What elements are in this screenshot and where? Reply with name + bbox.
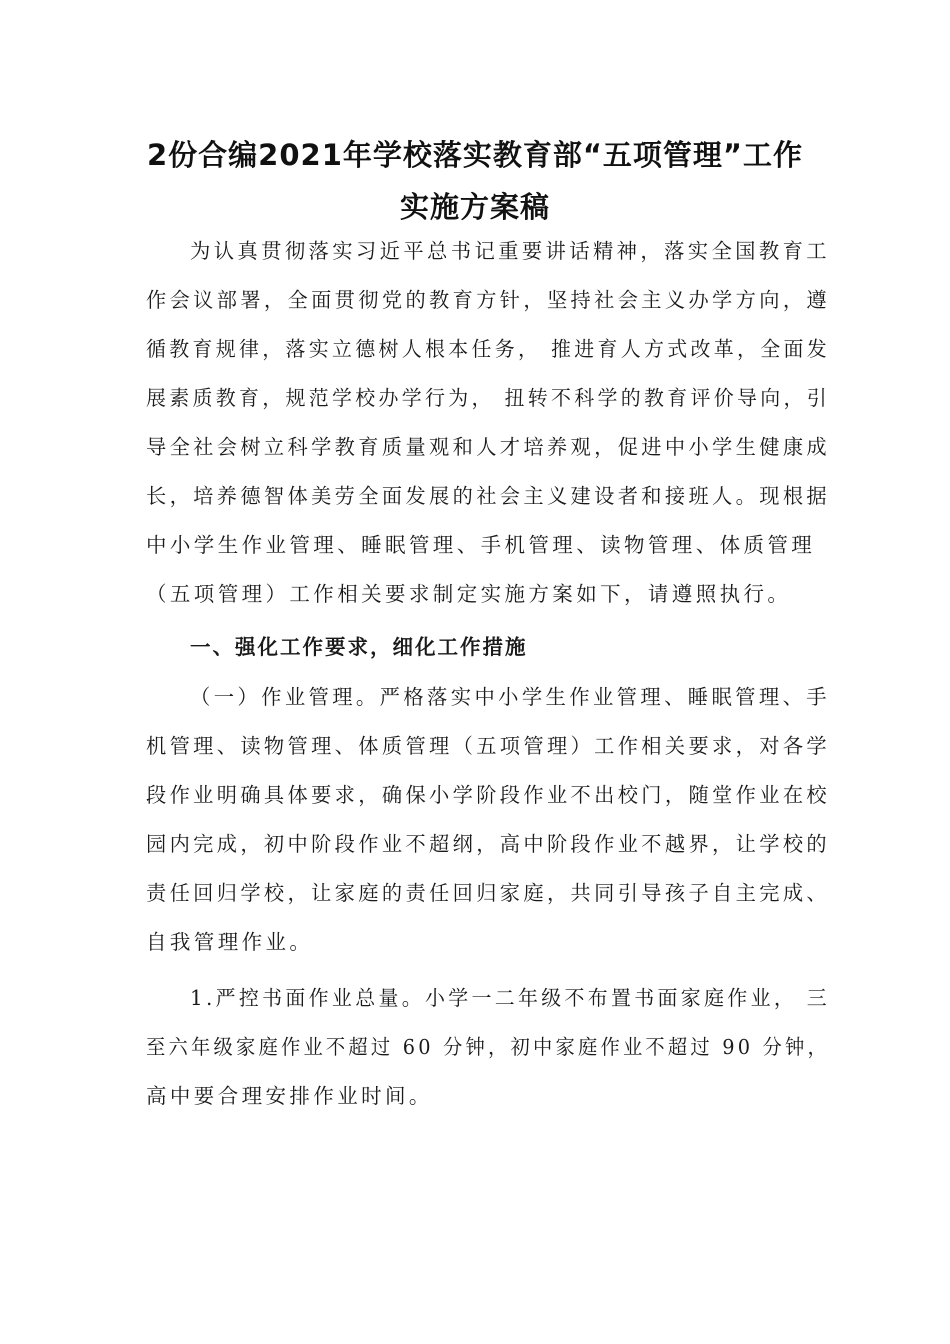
subsection-line: 园内完成，初中阶段作业不超纲，高中阶段作业不越界，让学校的	[146, 832, 830, 856]
subsection-line: 机管理、读物管理、体质管理（五项管理）工作相关要求，对各学	[146, 734, 830, 758]
item-line: 高中要合理安排作业时间。	[146, 1084, 433, 1108]
intro-line: 作会议部署，全面贯彻党的教育方针，坚持社会主义办学方向，遵	[146, 288, 830, 312]
item-line: 1.严控书面作业总量。小学一二年级不布置书面家庭作业， 三	[190, 986, 830, 1010]
subsection-line: 段作业明确具体要求，确保小学阶段作业不出校门，随堂作业在校	[146, 783, 830, 807]
intro-line: 导全社会树立科学教育质量观和人才培养观，促进中小学生健康成	[146, 435, 830, 459]
item-line: 至六年级家庭作业不超过 60 分钟，初中家庭作业不超过 90 分钟，	[146, 1035, 830, 1059]
intro-line: 中小学生作业管理、睡眠管理、手机管理、读物管理、体质管理	[146, 533, 816, 557]
intro-line: 长，培养德智体美劳全面发展的社会主义建设者和接班人。现根据	[146, 484, 830, 508]
subsection-line: 自我管理作业。	[146, 930, 314, 954]
subsection-line: 责任回归学校，让家庭的责任回归家庭，共同引导孩子自主完成、	[146, 881, 830, 905]
subsection-line: （一）作业管理。严格落实中小学生作业管理、睡眠管理、手	[190, 685, 830, 709]
intro-line: 为认真贯彻落实习近平总书记重要讲话精神，落实全国教育工	[190, 239, 830, 263]
intro-line: （五项管理）工作相关要求制定实施方案如下，请遵照执行。	[146, 582, 792, 606]
document-title-line-2: 实施方案稿	[399, 190, 550, 224]
intro-line: 循教育规律，落实立德树人根本任务， 推进育人方式改革，全面发	[146, 337, 830, 361]
section-heading: 一、强化工作要求，细化工作措施	[190, 635, 528, 659]
intro-line: 展素质教育，规范学校办学行为， 扭转不科学的教育评价导向，引	[146, 386, 830, 410]
document-title-line-1: 2份合编2021年学校落实教育部“五项管理”工作	[146, 138, 803, 172]
